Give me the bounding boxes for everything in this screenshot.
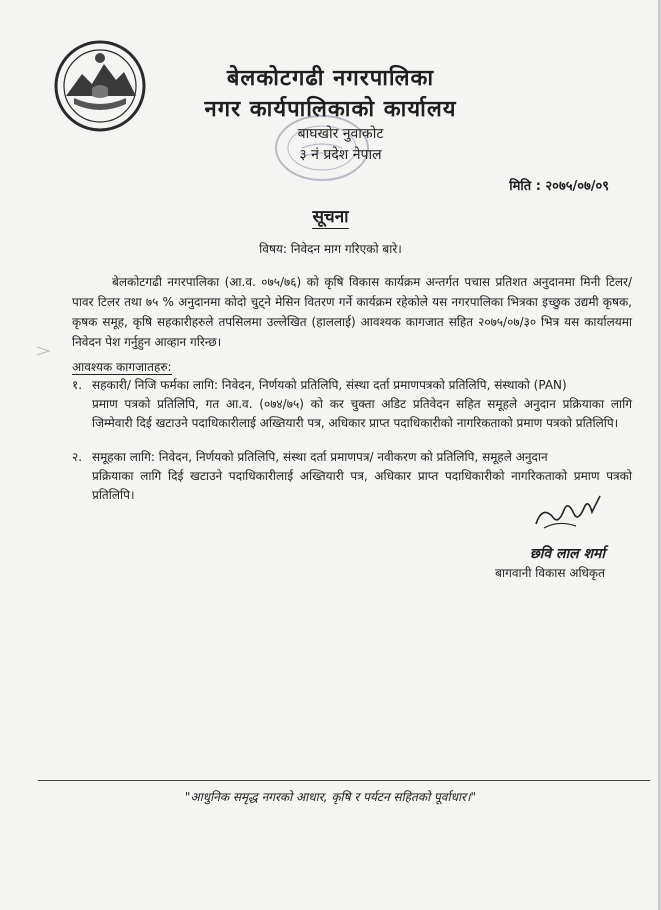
municipality-title: बेलकोटगढी नगरपालिका: [226, 66, 435, 91]
signatory-designation: बागवानी विकास अधिकृत: [495, 566, 605, 580]
signatory-name: छवि लाल शर्मा: [529, 546, 605, 562]
address-line-2: ३ नं प्रदेश नेपाल: [299, 147, 382, 163]
letter-date: मिति : २०७५/०७/०९: [509, 179, 609, 194]
punch-hole-mark: [36, 346, 50, 356]
subject-line: विषय: निवेदन माग गरिएको बारे।: [259, 242, 402, 256]
notice-heading: [0, 204, 661, 227]
body-paragraph: बेलकोटगढी नगरपालिका (आ.व. ०७५/७६) को कृषि विकास कार्यक्रम अन्तर्गत पचास प्रतिशत अनुदानमा मिनी टिलर/ पावर टिलर तथा ७५ % अनुदानमा कोदो चुट्ने मेसिन वितरण गर्ने कार्यक्रम रहेकोले यस नगरपालिका भित्रका इच्छुक उद्यमी कृषक, कृषक समूह, कृषि सहकारीहरुले तपसिलमा उल्लेखित (हाललाई) आवश्यक कागजात सहित २०७५/०७/३० भित्र यस कार्यालयमा निवेदन पेश गर्नुहुन आव्हान गरिन्छ।: [72, 275, 632, 349]
document-item-number: १.: [72, 378, 83, 392]
office-title: नगर कार्यपालिकाको कार्यालय: [204, 97, 457, 122]
address-line-1: बाघखोर नुवाकोट: [297, 126, 384, 142]
handwritten-signature: [528, 486, 608, 536]
document-item-continuation: प्रमाण पत्रको प्रतिलिपि, गत आ.व. (०७४/७५) को कर चुक्ता अडिट प्रतिवेदन सहित समूहले अनुदान प्रक्रियाका लागि जिम्मेवारी दिई खटाउने पदाधिकारीलाई अख्तियारी पत्र, अधिकार प्राप्त पदाधिकारीको नागरिकताको प्रमाण पत्रको प्रतिलिपि।: [92, 397, 632, 430]
document-item-first-line: [72, 376, 632, 395]
documents-heading-row: [72, 358, 172, 375]
document-item-number: २.: [72, 450, 83, 464]
body-paragraph-block: [72, 272, 632, 352]
documents-heading: आवश्यक कागजातहरु:: [72, 360, 172, 374]
footer-motto: "आधुनिक समृद्ध नगरको आधार, कृषि र पर्यटन सहितको पूर्वाधार।": [184, 790, 477, 804]
document-item-continuation: प्रक्रियाका लागि दिई खटाउने पदाधिकारीलाई अख्तियारी पत्र, अधिकार प्राप्त पदाधिकारीको नागरिकताको प्रमाण पत्रको प्रतिलिपि।: [92, 469, 632, 502]
footer-divider: [38, 780, 650, 781]
document-item-text: समूहका लागि: निवेदन, निर्णयको प्रतिलिपि, संस्था दर्ता प्रमाणपत्र/ नवीकरण को प्रतिलिपि, समूहले अनुदान: [92, 450, 548, 464]
document-item-first-line: [72, 448, 632, 467]
document-item: [72, 376, 632, 433]
document-item-text: सहकारी/ निजि फर्मका लागि: निवेदन, निर्णयको प्रतिलिपि, संस्था दर्ता प्रमाणपत्रको प्रतिलिपि, संस्थाको (PAN): [92, 378, 567, 392]
notice-title: सूचना: [312, 207, 349, 227]
